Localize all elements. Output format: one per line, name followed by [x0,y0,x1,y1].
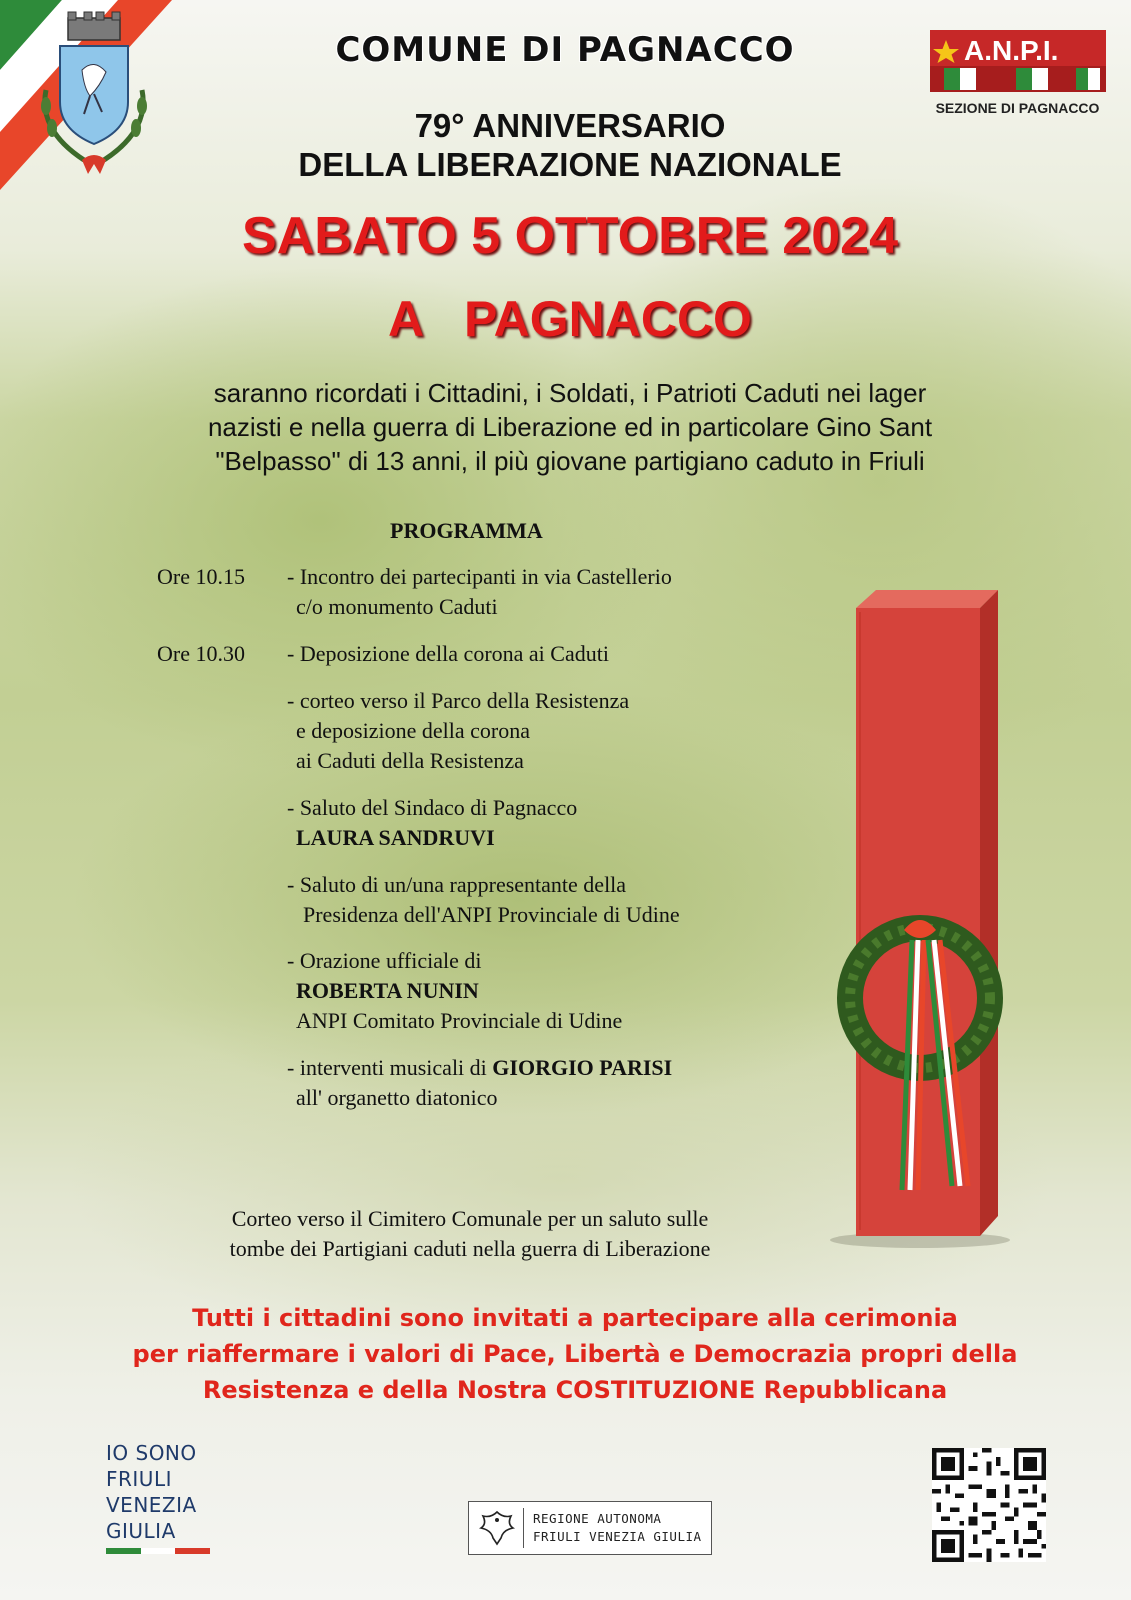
program-item-corteo-line-1: - corteo verso il Parco della Resistenza [287,688,630,713]
pagnacco-crest-icon [24,10,164,180]
io-sono-fvg-logo [106,1440,197,1544]
program-item-anpi-line-1: - Saluto di un/una rappresentante della [287,872,627,897]
fvg-line-2: FRIULI [106,1467,172,1491]
program-item-anpi-line-2: Presidenza dell'ANPI Provinciale di Udine [303,902,680,927]
program-item-orazione-line-1: - Orazione ufficiale di [287,948,482,973]
region-text [533,1510,702,1546]
program-item-incontro [287,562,847,622]
program-item-musica [287,1053,847,1113]
program-item-incontro-line-1: - Incontro dei partecipanti in via Castellerio [287,564,672,589]
anniversary-heading [180,106,960,184]
program-item-incontro-line-2: c/o monumento Caduti [296,594,498,619]
program-item-orazione-line-3: ANPI Comitato Provinciale di Udine [296,1008,623,1033]
intro-line-3: "Belpasso" di 13 anni, il più giovane partigiano caduto in Friuli [215,446,925,476]
intro-text [110,376,1030,478]
program-item-corteo-line-2: e deposizione della corona [296,718,530,743]
anniversary-line-1: 79° ANNIVERSARIO [414,107,726,144]
municipality-title: COMUNE DI PAGNACCO [335,30,795,70]
region-line-2: FRIULI VENEZIA GIULIA [533,1529,702,1544]
time-1030: Ore 10.30 [157,641,245,666]
speaker-name: ROBERTA NUNIN [296,978,479,1003]
invitation-text [80,1300,1070,1408]
anpi-section-label: SEZIONE DI PAGNACCO [935,100,1100,116]
invitation-line-1: Tutti i cittadini sono invitati a partecipare alla cerimonia [192,1304,958,1332]
program-item-sindaco [287,793,847,853]
event-place: A PAGNACCO [388,291,752,347]
anpi-logo-text: A.N.P.I. [964,35,1059,66]
intro-line-1: saranno ricordati i Cittadini, i Soldati, i Patrioti Caduti nei lager [213,378,927,408]
musician-name: GIORGIO PARISI [492,1055,673,1080]
program-item-deposizione: - Deposizione della corona ai Caduti [287,641,609,666]
region-divider [523,1508,524,1548]
event-date: SABATO 5 OTTOBRE 2024 [242,207,898,265]
region-line-1: REGIONE AUTONOMA [533,1511,662,1526]
anniversary-line-2: DELLA LIBERAZIONE NAZIONALE [298,146,842,183]
mayor-name: LAURA SANDRUVI [296,825,495,850]
program-item-orazione [287,946,847,1036]
qr-code[interactable] [932,1448,1046,1562]
fvg-line-1: IO SONO [106,1441,197,1465]
monument-wreath-image [820,590,1020,1250]
fvg-line-3: VENEZIA [106,1493,197,1517]
fvg-flag-bar [106,1548,210,1554]
program-item-anpi [287,870,847,930]
program-item-musica-prefix: - interventi musicali di [287,1055,493,1080]
regione-fvg-logo [468,1501,712,1555]
program-item-musica-line-2: all' organetto diatonico [296,1085,498,1110]
program-title: PROGRAMMA [390,518,543,543]
anpi-logo-icon [930,30,1106,92]
intro-line-2: nazisti e nella guerra di Liberazione ed in particolare Gino Sant [207,412,933,442]
closing-note [140,1204,800,1264]
closing-line-2: tombe dei Partigiani caduti nella guerra di Liberazione [229,1236,711,1261]
program-item-corteo-line-3: ai Caduti della Resistenza [296,748,524,773]
eagle-icon [477,1508,517,1548]
invitation-line-3: Resistenza e della Nostra COSTITUZIONE Repubblicana [202,1376,948,1404]
program-item-corteo [287,686,847,776]
time-1015: Ore 10.15 [157,564,245,589]
invitation-line-2: per riaffermare i valori di Pace, Libertà e Democrazia propri della [132,1340,1018,1368]
program-item-sindaco-line-1: - Saluto del Sindaco di Pagnacco [287,795,578,820]
closing-line-1: Corteo verso il Cimitero Comunale per un saluto sulle [231,1206,709,1231]
fvg-line-4: GIULIA [106,1519,176,1543]
